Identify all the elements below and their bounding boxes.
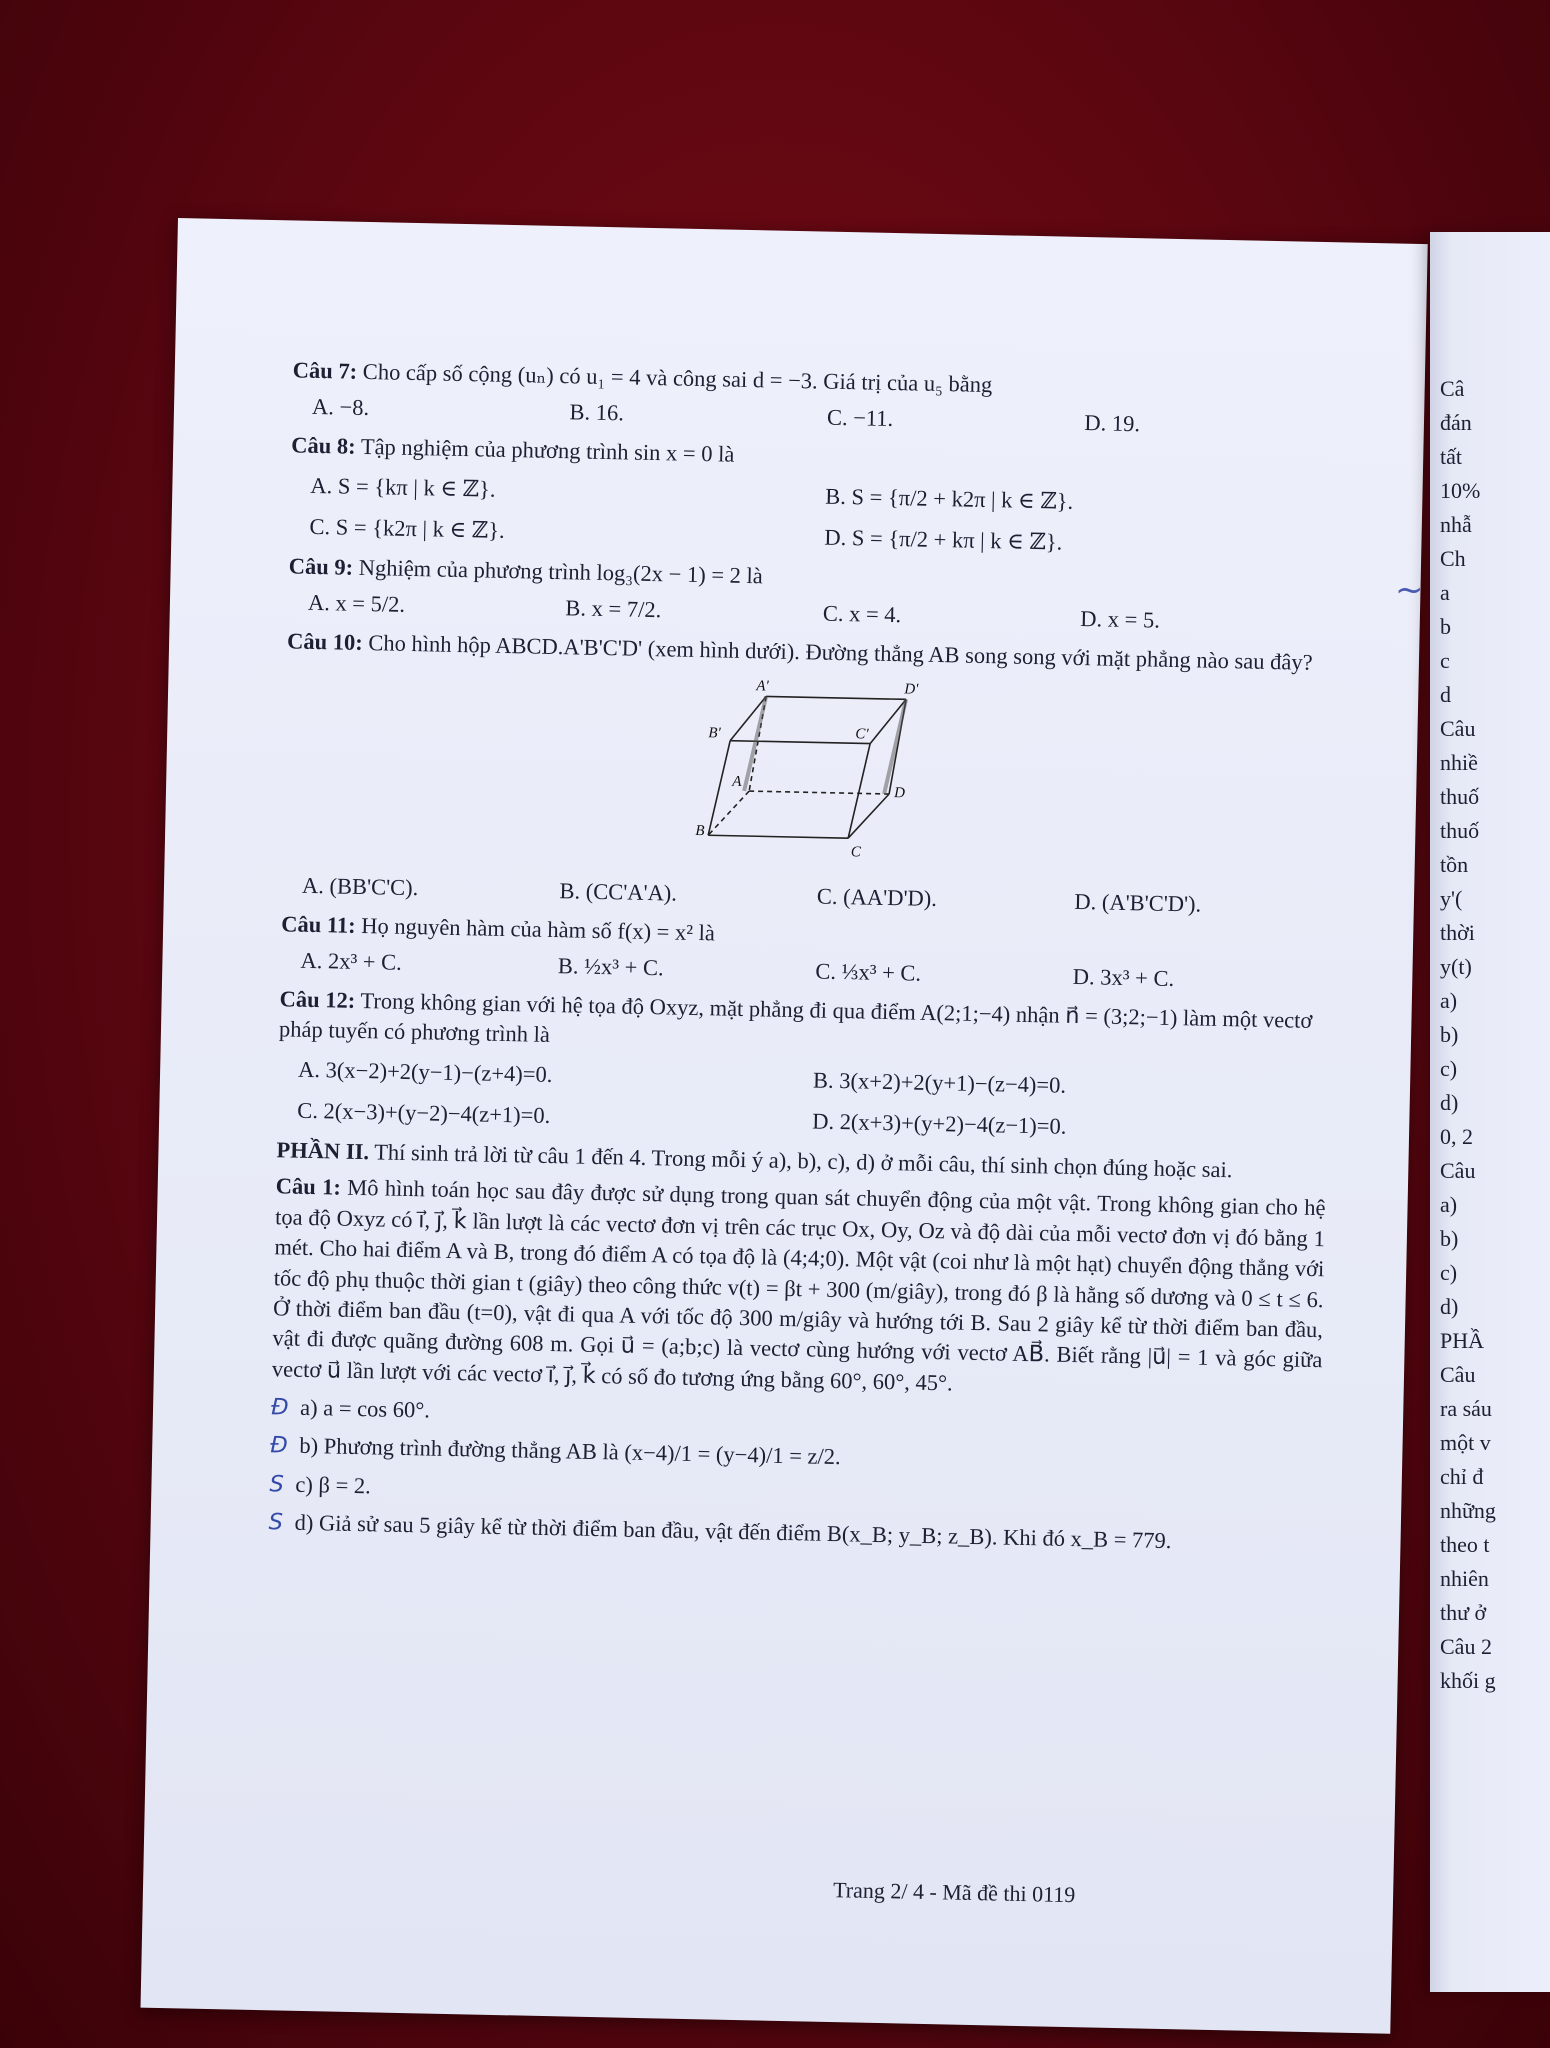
question-7 [292,355,1343,444]
next-page-fragment: nhiên [1440,1566,1489,1591]
option-b: B. 16. [569,399,625,426]
option-b: B. x = 7/2. [565,595,662,623]
next-page-fragment: Câu [1440,716,1476,741]
next-page-fragment: c) [1440,1056,1458,1081]
question-label: Câu 10: [286,628,364,655]
next-page-edge [1430,232,1550,1992]
next-page-fragment: Câ [1440,376,1465,401]
next-page-fragment: Câu [1440,1158,1476,1183]
label-b-prime: B' [708,725,721,742]
next-page-fragment: Câu 2 [1440,1634,1492,1659]
next-page-fragment: c) [1440,1260,1458,1285]
exam-page [141,218,1428,2034]
option-c: C. x = 4. [822,600,902,628]
next-page-fragment: đán [1440,410,1472,435]
handwritten-mark: S [269,1470,285,1498]
question-text: Cho hình hộp ABCD.A'B'C'D' (xem hình dưới). Đường thẳng AB song song với mặt phẳng nào sau đây? [368,629,1313,675]
next-page-fragment: chỉ đ [1440,1464,1484,1489]
option-b: B. S = {π/2 + k2π | k ∈ ℤ}. [825,483,1074,514]
next-page-text-column [1440,372,1550,1698]
question-10 [282,626,1338,923]
label-c-prime: C' [855,726,869,743]
label-c: C [850,844,862,861]
part2-instructions: Thí sinh trả lời từ câu 1 đến 4. Trong mỗi ý a), b), c), d) ở mỗi câu, thí sinh chọn đúng hoặc sai. [373,1139,1233,1183]
next-page-fragment: b) [1440,1226,1459,1251]
option-c: C. ⅓x³ + C. [815,958,922,986]
next-page-fragment: tất [1440,444,1462,469]
option-d: D. S = {π/2 + kπ | k ∈ ℤ}. [824,524,1063,555]
option-d: D. 3x³ + C. [1072,964,1175,992]
option-c: C. S = {k2π | k ∈ ℤ}. [309,513,505,543]
option-d: D. (A'B'C'D'). [1074,889,1202,917]
question-label: Câu 1: [275,1173,342,1200]
label-b: B [695,822,705,840]
pen-scribble: ~ [1395,570,1424,610]
handwritten-mark: Đ [270,1432,289,1459]
question-11 [280,909,1331,998]
handwritten-mark: Đ [270,1394,289,1421]
next-page-fragment: b [1440,614,1451,639]
question-12 [277,984,1330,1147]
option-a: A. S = {kπ | k ∈ ℤ}. [310,472,496,502]
page-content [268,355,1343,1567]
next-page-fragment: theo t [1440,1532,1490,1557]
next-page-fragment: thuố [1440,818,1480,843]
next-page-fragment: 0, 2 [1440,1124,1473,1149]
question-9 [288,551,1339,640]
next-page-fragment: một v [1440,1430,1491,1455]
question-text: Cho cấp số cộng (uₙ) có u₁ = 4 và công sai d = −3. Giá trị của u₅ bằng [362,358,993,398]
label-a: A [732,773,742,790]
statement-text: d) Giả sử sau 5 giây kể từ thời điểm ban đầu, vật đến điểm B(x_B; y_B; z_B). Khi đó x_B = 779. [294,1509,1172,1554]
question-label: Câu 7: [292,357,358,384]
next-page-fragment: y'( [1440,886,1463,911]
next-page-fragment: thuố [1440,784,1480,809]
next-page-fragment: khối g [1440,1668,1496,1693]
next-page-fragment: a) [1440,1192,1458,1217]
question-8 [289,430,1341,563]
page-footer: Trang 2/ 4 - Mã đề thi 0119 [832,1877,1076,1908]
question-text: Tập nghiệm của phương trình sin x = 0 là [360,433,735,467]
next-page-fragment: d [1440,682,1451,707]
option-a: A. (BB'C'C). [301,873,419,901]
next-page-fragment: Câu [1440,1362,1476,1387]
next-page-fragment: c [1440,648,1450,673]
next-page-fragment: thư ở [1440,1600,1487,1625]
next-page-fragment: nhẫ [1440,512,1472,537]
question-label: Câu 9: [288,553,354,580]
option-a: A. −8. [311,394,370,421]
question-label: Câu 12: [279,985,356,1013]
next-page-fragment: b) [1440,1022,1459,1047]
next-page-fragment: nhiề [1440,750,1478,775]
next-page-fragment: PHẦ [1440,1328,1485,1353]
statement-text: c) β = 2. [295,1471,372,1499]
option-c: C. −11. [826,405,894,432]
label-d: D [893,785,906,802]
option-c: C. 2(x−3)+(y−2)−4(z+1)=0. [297,1097,551,1128]
next-page-fragment: 10% [1440,478,1481,503]
option-d: D. 19. [1084,410,1141,437]
question-text: Trong không gian với hệ tọa độ Oxyz, mặt phẳng đi qua điểm A(2;1;−4) nhận n⃗ = (3;2;−1) làm một vectơ pháp tuyến có phương trình là [278,987,1313,1047]
next-page-fragment: a) [1440,988,1458,1013]
statement-text: b) Phương trình đường thẳng AB là (x−4)/1 = (y−4)/1 = z/2. [299,1433,841,1470]
next-page-fragment: những [1440,1498,1496,1523]
label-d-prime: D' [904,681,919,698]
parallelepiped-figure [695,675,1007,871]
option-a: A. 2x³ + C. [300,947,403,975]
option-b: B. 3(x+2)+2(y+1)−(z−4)=0. [812,1067,1067,1099]
question-text: Mô hình toán học sau đây được sử dụng trong quan sát chuyển động của một vật. Trong không gian cho hệ tọa độ Oxyz có i⃗, j⃗, k⃗ lần lượt là các vectơ đơn vị trên các trục Ox, Oy, Oz và độ dài của mỗi vectơ đơn vị đó bằng 1 mét. Cho hai điểm A và B, trong đó điểm A có tọa độ là (4;4;0). Một vật (coi như là một hạt) chuyển động thẳng với tốc độ phụ thuộc thời gian t (giây) theo công thức v(t) = βt + 300 (m/giây), trong đó β là hằng số dương và 0 ≤ t ≤ 6. Ở thời điểm ban đầu (t=0), vật đi qua A với tốc độ 300 m/giây và hướng tới B. Sau 2 giây kể từ thời điểm ban đầu, vật đi được quãng đường 608 m. Gọi u⃗ = (a;b;c) là vectơ cùng hướng với vectơ AB⃗. Biết rằng |u⃗| = 1 và góc giữa vectơ u⃗ lần lượt với các vectơ i⃗, j⃗, k⃗ có số đo tương ứng bằng 60°, 60°, 45°. [271,1175,1326,1396]
option-b: B. ½x³ + C. [557,953,664,981]
option-d: D. 2(x+3)+(y+2)−4(z−1)=0. [811,1108,1067,1139]
next-page-fragment: d) [1440,1090,1459,1115]
part2-heading: PHẦN II. [276,1137,370,1165]
next-page-fragment: y(t) [1440,954,1472,979]
question-text: Họ nguyên hàm của hàm số f(x) = x² là [360,912,716,946]
option-b: B. (CC'A'A). [559,878,678,906]
next-page-fragment: ra sáu [1440,1396,1492,1421]
option-a: A. 3(x−2)+2(y−1)−(z+4)=0. [297,1056,553,1088]
option-d: D. x = 5. [1080,606,1161,633]
next-page-fragment: Ch [1440,546,1466,571]
statement-text: a) a = cos 60°. [299,1394,431,1423]
next-page-fragment: d) [1440,1294,1459,1319]
question-text: Nghiệm của phương trình log₃(2x − 1) = 2 là [358,554,764,589]
question-label: Câu 11: [280,911,356,938]
label-a-prime: A' [756,678,769,695]
part2-question-1 [272,1172,1326,1407]
option-a: A. x = 5/2. [307,590,406,618]
option-c: C. (AA'D'D). [816,883,938,912]
handwritten-mark: S [268,1509,284,1536]
next-page-fragment: thời [1440,920,1475,945]
next-page-fragment: a [1440,580,1450,605]
next-page-fragment: tồn [1440,852,1469,877]
question-label: Câu 8: [291,432,356,459]
